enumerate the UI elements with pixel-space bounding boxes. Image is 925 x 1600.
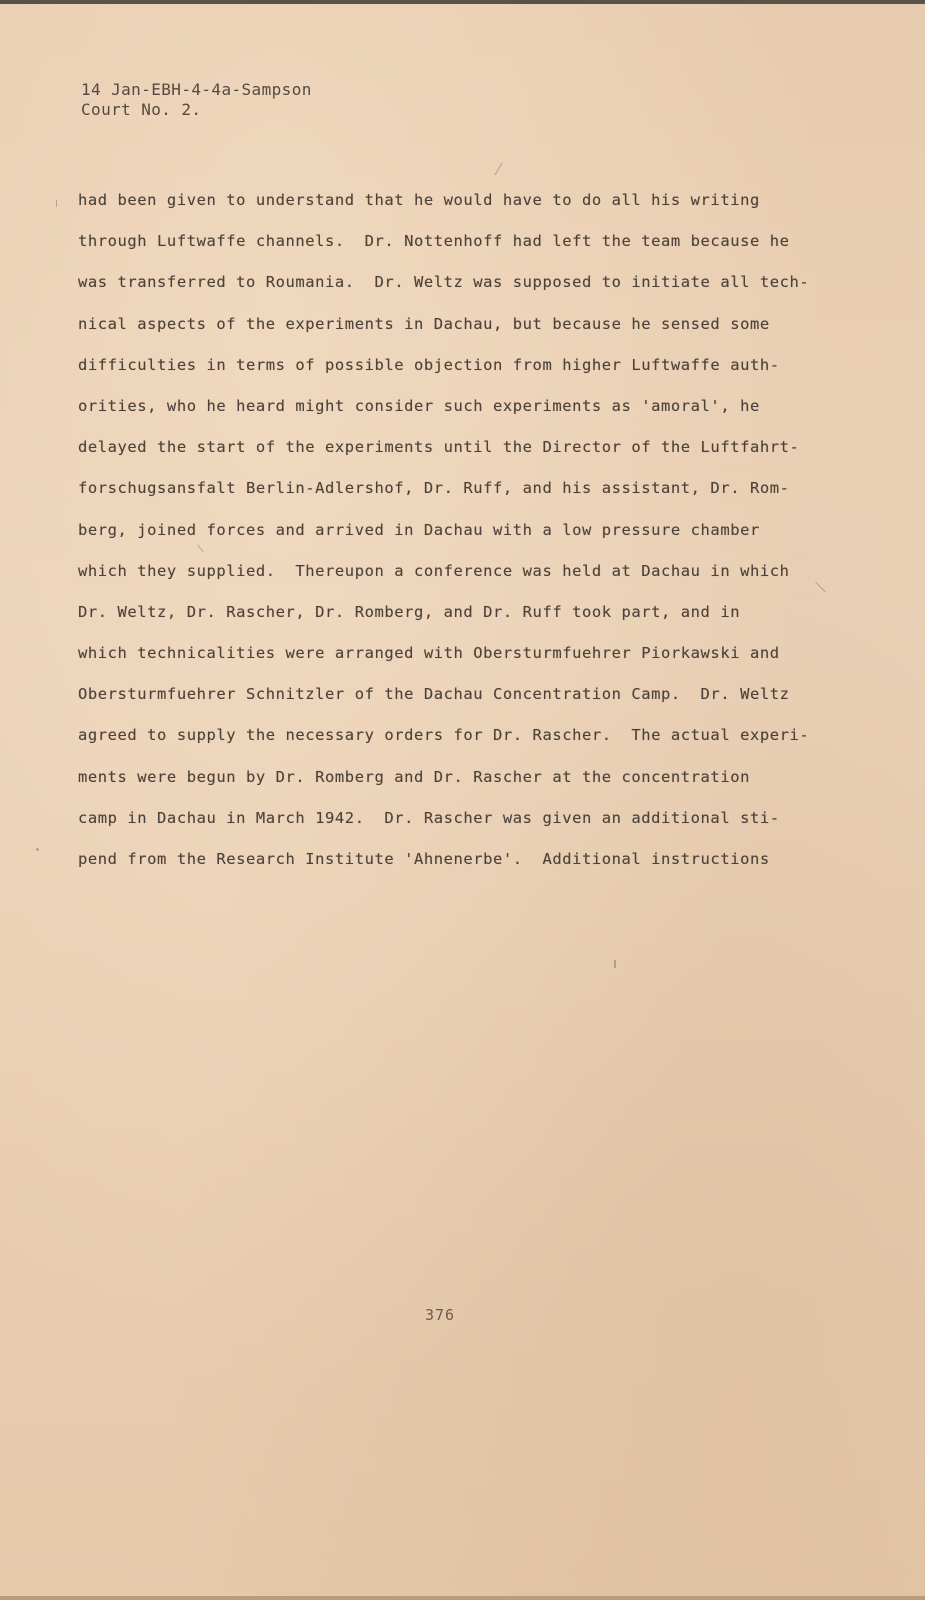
page-bottom-edge xyxy=(0,1596,925,1600)
header-court-line: Court No. 2. xyxy=(81,100,202,119)
body-line: ments were begun by Dr. Romberg and Dr. Rascher at the concentration xyxy=(78,767,750,786)
body-line: which they supplied. Thereupon a conference was held at Dachau in which xyxy=(78,561,790,580)
body-line: which technicalities were arranged with Obersturmfuehrer Piorkawski and xyxy=(78,644,780,663)
body-line: berg, joined forces and arrived in Dachau with a low pressure chamber xyxy=(78,520,760,539)
body-line: orities, who he heard might consider such experiments as 'amoral', he xyxy=(78,396,760,415)
transcript-body xyxy=(78,180,858,880)
body-line: nical aspects of the experiments in Dachau, but because he sensed some xyxy=(78,314,770,333)
body-line: Dr. Weltz, Dr. Rascher, Dr. Romberg, and Dr. Ruff took part, and in xyxy=(78,602,741,621)
page-number: 376 xyxy=(425,1306,456,1324)
body-line: through Luftwaffe channels. Dr. Nottenhoff had left the team because he xyxy=(78,232,790,251)
stray-mark xyxy=(36,848,39,851)
body-line: pend from the Research Institute 'Ahnenerbe'. Additional instructions xyxy=(78,850,770,868)
document-header xyxy=(81,80,312,120)
body-line: Obersturmfuehrer Schnitzler of the Dachau Concentration Camp. Dr. Weltz xyxy=(78,685,790,704)
body-line: delayed the start of the experiments until the Director of the Luftfahrt- xyxy=(78,438,800,457)
stray-mark xyxy=(495,163,503,176)
page-top-edge xyxy=(0,0,925,4)
stray-mark xyxy=(614,960,616,968)
body-line: camp in Dachau in March 1942. Dr. Rascher was given an additional sti- xyxy=(78,808,780,827)
body-line: agreed to supply the necessary orders for Dr. Rascher. The actual experi- xyxy=(78,726,810,745)
body-line: was transferred to Roumania. Dr. Weltz was supposed to initiate all tech- xyxy=(78,273,810,292)
body-line: forschugsansfalt Berlin-Adlershof, Dr. Ruff, and his assistant, Dr. Rom- xyxy=(78,479,790,498)
header-session-line: 14 Jan-EBH-4-4a-Sampson xyxy=(81,80,312,99)
body-line: difficulties in terms of possible objection from higher Luftwaffe auth- xyxy=(78,355,780,374)
body-line: had been given to understand that he would have to do all his writing xyxy=(78,191,760,209)
stray-mark xyxy=(56,200,57,207)
